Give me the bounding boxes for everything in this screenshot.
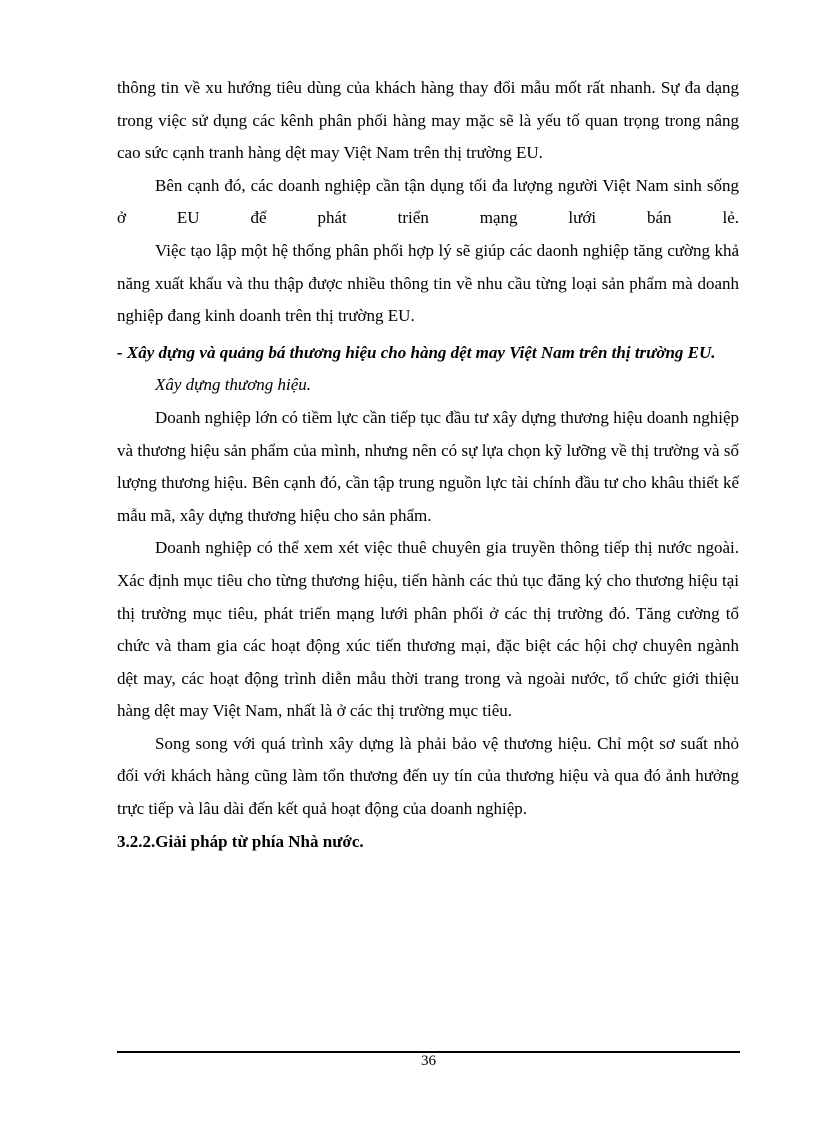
paragraph-marketing-experts: Doanh nghiệp có thể xem xét việc thuê chuyên gia truyền thông tiếp thị nước ngoài. Xác định mục tiêu cho từng thương hiệu, tiến hành các thủ tục đăng ký cho thương hiệu tại thị trường mục tiêu, phát triển mạng lưới phân phối ở các thị trường đó. Tăng cường tổ chức và tham gia các hoạt động xúc tiến thương mại, đặc biệt các hội chợ chuyên ngành dệt may, các hoạt động trình diễn mẫu thời trang trong và ngoài nước, tổ chức giới thiệu hàng dệt may Việt Nam, nhất là ở các thị trường mục tiêu.	[117, 538, 739, 721]
subheading-build-brand: Xây dựng thương hiệu.	[155, 375, 312, 395]
paragraph-vietnamese-in-eu: Bên cạnh đó, các doanh nghiệp cần tận dụng tối đa lượng người Việt Nam sinh sống ở EU để phát triển mạng lưới bán lẻ.	[117, 175, 739, 228]
section-heading-state-solutions: 3.2.2.Giải pháp từ phía Nhà nước.	[117, 831, 364, 851]
paragraph-distribution-channels: thông tin về xu hướng tiêu dùng của khách hàng thay đổi mẫu mốt rất nhanh. Sự đa dạng trong việc sử dụng các kênh phân phối hàng may mặc sẽ là yếu tố quan trọng trong nâng cao sức cạnh tranh hàng dệt may Việt Nam trên thị trường EU.	[117, 78, 739, 163]
page-body	[117, 72, 739, 858]
paragraph-distribution-system: Việc tạo lập một hệ thống phân phối hợp lý sẽ giúp các daonh nghiệp tăng cường khả năng xuất khẩu và thu thập được nhiều thông tin về nhu cầu từng loại sản phẩm mà doanh nghiệp đang kinh doanh trên thị trường EU.	[117, 240, 739, 326]
paragraph-protect-brand: Song song với quá trình xây dựng là phải bảo vệ thương hiệu. Chỉ một sơ suất nhỏ đối với khách hàng cũng làm tổn thương đến uy tín của thương hiệu và qua đó ảnh hưởng trực tiếp và lâu dài đến kết quả hoạt động của doanh nghiệp.	[117, 733, 739, 819]
page-number: 36	[421, 1053, 436, 1069]
section-heading-branding: - Xây dựng và quảng bá thương hiệu cho hàng dệt may Việt Nam trên thị trường EU.	[117, 342, 716, 362]
paragraph-large-enterprises: Doanh nghiệp lớn có tiềm lực cần tiếp tục đầu tư xây dựng thương hiệu doanh nghiệp và thương hiệu sản phẩm của mình, nhưng nên có sự lựa chọn kỹ lưỡng về thị trường và số lượng thương hiệu. Bên cạnh đó, cần tập trung nguồn lực tài chính đầu tư cho khâu thiết kế mẫu mã, xây dựng thương hiệu cho sản phẩm.	[117, 407, 739, 525]
